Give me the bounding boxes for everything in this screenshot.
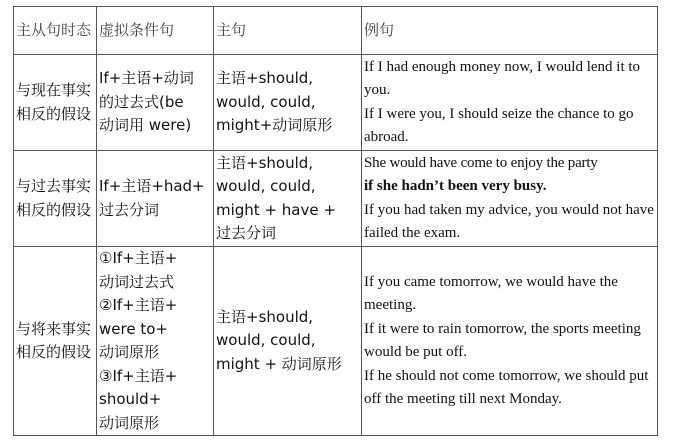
- table-row: [14, 55, 658, 151]
- main-clause-line: 主语+should,: [216, 307, 314, 326]
- tense-cell: 与过去事实相反的假设: [14, 151, 97, 247]
- main-clause-line: 过去分词: [216, 224, 277, 242]
- condition-line: 动词原形: [99, 343, 160, 361]
- condition-cell: [97, 247, 214, 436]
- header-tense: 主从句时态: [14, 7, 97, 55]
- header-row: [14, 7, 658, 55]
- grammar-table: [13, 6, 658, 436]
- tense-cell: 与将来事实相反的假设: [14, 247, 97, 436]
- example-sentence: If I were you, I should seize the chance to go abroad.: [364, 105, 634, 145]
- condition-line: If+主语+had+: [99, 177, 205, 195]
- condition-line: 过去分词: [99, 200, 160, 219]
- example-sentence: If you came tomorrow, we would have the meeting.: [364, 273, 618, 313]
- condition-line: should+: [99, 390, 162, 408]
- condition-line: If+主语+动词: [99, 69, 194, 88]
- condition-line: 动词过去式: [99, 272, 175, 291]
- main-clause-line: might+动词原形: [216, 116, 333, 135]
- main-clause-line: 主语+should,: [216, 69, 314, 88]
- example-sentence: If it were to rain tomorrow, the sports meeting would be put off.: [364, 320, 641, 360]
- table-row: [14, 151, 658, 247]
- example-cell: [362, 151, 658, 247]
- main-clause-line: might + have +: [216, 200, 336, 219]
- example-cell: [362, 247, 658, 436]
- table-row: [14, 247, 658, 436]
- condition-line: 动词用 were): [99, 116, 192, 135]
- main-clause-line: might + 动词原形: [216, 354, 342, 373]
- condition-line: ③If+主语+: [99, 366, 178, 385]
- condition-cell: [97, 55, 214, 151]
- main-clause-line: would, could,: [216, 331, 316, 350]
- main-clause-line: would, could,: [216, 177, 316, 195]
- example-sentence: If he should not come tomorrow, we should put off the meeting till next Monday.: [364, 367, 649, 407]
- condition-cell: [97, 151, 214, 247]
- header-example: 例句: [362, 7, 658, 55]
- main-clause-cell: [214, 247, 362, 436]
- main-clause-cell: [214, 151, 362, 247]
- condition-line: ②If+主语+: [99, 296, 178, 314]
- condition-line: were to+: [99, 319, 168, 338]
- example-sentence: She would have come to enjoy the party: [364, 154, 598, 171]
- main-clause-line: would, could,: [216, 92, 316, 111]
- main-clause-cell: [214, 55, 362, 151]
- condition-line: ①If+主语+: [99, 249, 178, 267]
- condition-line: 的过去式(be: [99, 92, 184, 111]
- header-main-clause: 主句: [214, 7, 362, 55]
- example-sentence-bold: if she hadn’t been very busy.: [364, 178, 547, 194]
- main-clause-line: 主语+should,: [216, 153, 314, 172]
- example-sentence: If I had enough money now, I would lend it to you.: [364, 58, 641, 98]
- example-sentence: If you had taken my advice, you would not have failed the exam.: [364, 201, 654, 241]
- tense-cell: 与现在事实相反的假设: [14, 55, 97, 151]
- condition-line: 动词原形: [99, 413, 160, 432]
- example-cell: [362, 55, 658, 151]
- header-condition: 虚拟条件句: [97, 7, 214, 55]
